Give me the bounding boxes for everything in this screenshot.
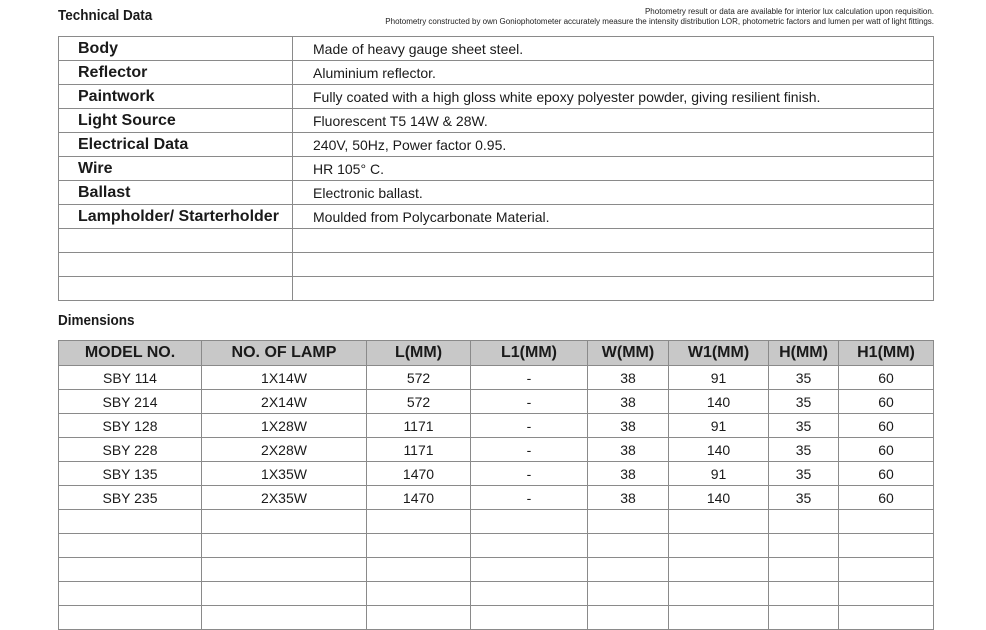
spec-label: Electrical Data	[59, 133, 293, 157]
table-cell	[471, 510, 588, 534]
table-cell: 1X35W	[202, 462, 367, 486]
table-cell	[839, 606, 934, 630]
table-cell	[471, 606, 588, 630]
table-cell	[588, 558, 669, 582]
table-cell: SBY 114	[59, 366, 202, 390]
table-cell	[769, 582, 839, 606]
table-row	[59, 390, 934, 414]
table-cell: 38	[588, 462, 669, 486]
table-cell	[367, 558, 471, 582]
technical-row	[59, 109, 934, 133]
table-cell	[839, 534, 934, 558]
table-cell	[471, 582, 588, 606]
table-cell: 2X14W	[202, 390, 367, 414]
dimensions-title: Dimensions	[58, 312, 135, 329]
table-cell: SBY 135	[59, 462, 202, 486]
table-cell	[202, 534, 367, 558]
spec-value: Moulded from Polycarbonate Material.	[293, 205, 934, 229]
table-cell: 60	[839, 462, 934, 486]
spec-value	[293, 277, 934, 301]
table-cell	[839, 558, 934, 582]
table-cell: 1470	[367, 462, 471, 486]
table-cell: 140	[669, 438, 769, 462]
spec-label: Body	[59, 37, 293, 61]
table-cell: 2X35W	[202, 486, 367, 510]
table-cell: 35	[769, 390, 839, 414]
table-cell: 38	[588, 486, 669, 510]
technical-row	[59, 181, 934, 205]
spec-value: Made of heavy gauge sheet steel.	[293, 37, 934, 61]
spec-label: Ballast	[59, 181, 293, 205]
table-cell: -	[471, 486, 588, 510]
table-cell: 35	[769, 414, 839, 438]
table-cell: 572	[367, 366, 471, 390]
table-cell	[839, 582, 934, 606]
table-row	[59, 558, 934, 582]
table-cell: 60	[839, 366, 934, 390]
table-cell: 35	[769, 462, 839, 486]
table-cell: 38	[588, 390, 669, 414]
technical-row	[59, 61, 934, 85]
table-cell	[588, 510, 669, 534]
spec-label: Light Source	[59, 109, 293, 133]
spec-label: Lampholder/ Starterholder	[59, 205, 293, 229]
table-cell: SBY 228	[59, 438, 202, 462]
technical-row	[59, 133, 934, 157]
spec-value: Fluorescent T5 14W & 28W.	[293, 109, 934, 133]
table-cell	[839, 510, 934, 534]
table-cell	[202, 510, 367, 534]
spec-value: Electronic ballast.	[293, 181, 934, 205]
column-header: MODEL NO.	[59, 341, 202, 366]
technical-data-body	[59, 37, 934, 301]
technical-row	[59, 253, 934, 277]
table-row	[59, 486, 934, 510]
table-cell	[669, 510, 769, 534]
table-cell	[59, 606, 202, 630]
table-cell: 35	[769, 486, 839, 510]
technical-row	[59, 205, 934, 229]
column-header: L1(MM)	[471, 341, 588, 366]
table-cell	[669, 534, 769, 558]
table-cell: 60	[839, 390, 934, 414]
spec-label: Paintwork	[59, 85, 293, 109]
table-cell: 140	[669, 390, 769, 414]
table-cell: -	[471, 438, 588, 462]
dimensions-header-row	[59, 341, 934, 366]
table-cell	[588, 582, 669, 606]
dimensions-table	[58, 340, 934, 630]
table-row	[59, 606, 934, 630]
spec-value: 240V, 50Hz, Power factor 0.95.	[293, 133, 934, 157]
table-row	[59, 582, 934, 606]
technical-row	[59, 37, 934, 61]
dimensions-body	[59, 366, 934, 630]
table-cell: SBY 128	[59, 414, 202, 438]
table-cell	[669, 606, 769, 630]
table-cell: 91	[669, 414, 769, 438]
table-cell: 572	[367, 390, 471, 414]
table-cell: -	[471, 462, 588, 486]
spec-value: Aluminium reflector.	[293, 61, 934, 85]
technical-data-title: Technical Data	[58, 7, 153, 24]
column-header: W(MM)	[588, 341, 669, 366]
column-header: H(MM)	[769, 341, 839, 366]
table-row	[59, 510, 934, 534]
table-cell: -	[471, 390, 588, 414]
table-cell: 91	[669, 462, 769, 486]
table-cell	[367, 510, 471, 534]
table-cell	[769, 534, 839, 558]
table-cell: -	[471, 366, 588, 390]
table-cell: 35	[769, 366, 839, 390]
table-cell	[471, 534, 588, 558]
spec-label	[59, 229, 293, 253]
technical-row	[59, 229, 934, 253]
spec-value	[293, 229, 934, 253]
table-row	[59, 438, 934, 462]
table-cell	[202, 606, 367, 630]
spec-value: HR 105° C.	[293, 157, 934, 181]
spec-label: Wire	[59, 157, 293, 181]
table-cell	[769, 558, 839, 582]
table-cell	[588, 606, 669, 630]
table-cell	[588, 534, 669, 558]
table-row	[59, 366, 934, 390]
table-cell	[669, 558, 769, 582]
column-header: NO. OF LAMP	[202, 341, 367, 366]
column-header: W1(MM)	[669, 341, 769, 366]
technical-row	[59, 157, 934, 181]
photometry-note-2: Photometry constructed by own Goniophotometer accurately measure the intensity distribution LOR, photometric factors and lumen per watt of light fittings.	[385, 17, 934, 26]
technical-row	[59, 277, 934, 301]
spec-value: Fully coated with a high gloss white epoxy polyester powder, giving resilient finish.	[293, 85, 934, 109]
table-row	[59, 462, 934, 486]
table-cell	[59, 510, 202, 534]
photometry-note-1: Photometry result or data are available for interior lux calculation upon requisition.	[644, 7, 934, 16]
table-cell: 60	[839, 438, 934, 462]
column-header: H1(MM)	[839, 341, 934, 366]
spec-label	[59, 277, 293, 301]
table-cell: 38	[588, 414, 669, 438]
table-cell: 2X28W	[202, 438, 367, 462]
table-cell: 1171	[367, 414, 471, 438]
technical-data-table	[58, 36, 934, 301]
table-cell	[367, 534, 471, 558]
spec-value	[293, 253, 934, 277]
table-cell: 1171	[367, 438, 471, 462]
table-cell: 60	[839, 486, 934, 510]
table-row	[59, 414, 934, 438]
table-cell	[59, 582, 202, 606]
technical-row	[59, 85, 934, 109]
table-cell	[471, 558, 588, 582]
table-row	[59, 534, 934, 558]
table-cell	[769, 606, 839, 630]
table-cell	[202, 558, 367, 582]
table-cell: 60	[839, 414, 934, 438]
table-cell	[202, 582, 367, 606]
table-cell: SBY 235	[59, 486, 202, 510]
table-cell: -	[471, 414, 588, 438]
table-cell: 38	[588, 366, 669, 390]
table-cell	[59, 558, 202, 582]
table-cell: 1X14W	[202, 366, 367, 390]
table-cell: SBY 214	[59, 390, 202, 414]
photometry-notes	[385, 7, 934, 27]
spec-label	[59, 253, 293, 277]
table-cell: 35	[769, 438, 839, 462]
spec-label: Reflector	[59, 61, 293, 85]
table-cell: 38	[588, 438, 669, 462]
table-cell: 91	[669, 366, 769, 390]
column-header: L(MM)	[367, 341, 471, 366]
table-cell	[769, 510, 839, 534]
table-cell	[367, 606, 471, 630]
table-cell	[669, 582, 769, 606]
table-cell: 1470	[367, 486, 471, 510]
table-cell	[59, 534, 202, 558]
table-cell: 1X28W	[202, 414, 367, 438]
table-cell: 140	[669, 486, 769, 510]
table-cell	[367, 582, 471, 606]
